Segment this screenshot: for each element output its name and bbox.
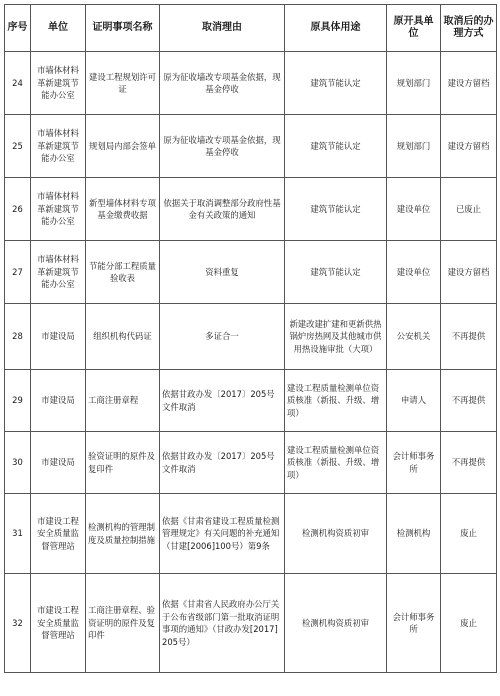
cell-issuer: 建设单位: [387, 178, 441, 241]
cell-use: 检测机构资质初审: [285, 574, 387, 673]
cell-no: 31: [5, 494, 31, 574]
table-row: [5, 178, 497, 241]
cell-use: 建设工程质量检测单位资质核准（新报、升级、增项）: [285, 432, 387, 494]
cell-name: 检测机构的管理制度及质量控制措施: [86, 494, 160, 574]
cell-use: 新建改建扩建和更新供热锅炉房热网及其他城市供用热设施审批（大项）: [285, 304, 387, 370]
cell-no: 26: [5, 178, 31, 241]
cell-after: 建设方留档: [441, 241, 497, 304]
cell-after: 不再提供: [441, 370, 497, 432]
cell-reason: 多证合一: [160, 304, 285, 370]
col-header-issuer: 原开具单位: [387, 5, 441, 52]
col-header-unit: 单位: [31, 5, 86, 52]
cell-issuer: 申请人: [387, 370, 441, 432]
cell-use: 建筑节能认定: [285, 115, 387, 178]
cell-reason: 原为征收墙改专项基金依据，现基金停收: [160, 115, 285, 178]
cell-unit: 市建设局: [31, 432, 86, 494]
cell-no: 25: [5, 115, 31, 178]
cell-no: 29: [5, 370, 31, 432]
cell-unit: 市墙体材料革新建筑节能办公室: [31, 52, 86, 115]
cell-issuer: 规划部门: [387, 52, 441, 115]
header-row: [5, 5, 497, 52]
cell-after: 不再提供: [441, 432, 497, 494]
cell-unit: 市建设工程安全质量监督管理站: [31, 494, 86, 574]
cell-reason: 依据《甘肃省建设工程质量检测管理规定》有关问题的补充通知（甘建[2006]100号）第9条: [160, 494, 285, 574]
cell-name: 规划局内部会签单: [86, 115, 160, 178]
cell-reason: 依据关于取消调整部分政府性基金有关政策的通知: [160, 178, 285, 241]
table-row: [5, 432, 497, 494]
col-header-no: 序号: [5, 5, 31, 52]
col-header-after: 取消后的办理方式: [441, 5, 497, 52]
cell-after: 已废止: [441, 178, 497, 241]
cell-name: 工商注册章程: [86, 370, 160, 432]
cell-no: 32: [5, 574, 31, 673]
table-row: [5, 52, 497, 115]
cell-issuer: 公安机关: [387, 304, 441, 370]
cell-no: 27: [5, 241, 31, 304]
cell-after: 建设方留档: [441, 115, 497, 178]
table-row: [5, 370, 497, 432]
col-header-use: 原具体用途: [285, 5, 387, 52]
table-row: [5, 574, 497, 673]
cell-use: 建筑节能认定: [285, 178, 387, 241]
cell-use: 检测机构资质初审: [285, 494, 387, 574]
cell-reason: 资料重复: [160, 241, 285, 304]
cell-reason: 依据甘政办发〔2017〕205号文件取消: [160, 432, 285, 494]
cell-unit: 市墙体材料革新建筑节能办公室: [31, 115, 86, 178]
cell-unit: 市建设工程安全质量监督管理站: [31, 574, 86, 673]
cell-after: 建设方留档: [441, 52, 497, 115]
cell-after: 废止: [441, 574, 497, 673]
cell-after: 废止: [441, 494, 497, 574]
cell-reason: 原为征收墙改专项基金依据，现基金停收: [160, 52, 285, 115]
cell-name: 建设工程规划许可证: [86, 52, 160, 115]
cell-after: 不再提供: [441, 304, 497, 370]
col-header-name: 证明事项名称: [86, 5, 160, 52]
cell-issuer: 检测机构: [387, 494, 441, 574]
cell-unit: 市建设局: [31, 370, 86, 432]
cell-use: 建设工程质量检测单位资质核准（新报、升级、增项）: [285, 370, 387, 432]
cell-issuer: 会计师事务所: [387, 574, 441, 673]
cell-name: 组织机构代码证: [86, 304, 160, 370]
cell-no: 28: [5, 304, 31, 370]
cell-name: 节能分部工程质量验收表: [86, 241, 160, 304]
cell-issuer: 规划部门: [387, 115, 441, 178]
cell-use: 建筑节能认定: [285, 52, 387, 115]
col-header-reason: 取消理由: [160, 5, 285, 52]
cell-issuer: 建设单位: [387, 241, 441, 304]
table-row: [5, 115, 497, 178]
cell-reason: 依据甘政办发〔2017〕205号文件取消: [160, 370, 285, 432]
cell-name: 新型墙体材料专项基金缴费收据: [86, 178, 160, 241]
cell-use: 建筑节能认定: [285, 241, 387, 304]
certificates-table: [4, 4, 497, 673]
cell-unit: 市墙体材料革新建筑节能办公室: [31, 178, 86, 241]
cell-no: 30: [5, 432, 31, 494]
cell-unit: 市墙体材料革新建筑节能办公室: [31, 241, 86, 304]
cell-name: 工商注册章程、验资证明的原件及复印件: [86, 574, 160, 673]
cell-issuer: 会计师事务所: [387, 432, 441, 494]
cell-unit: 市建设局: [31, 304, 86, 370]
cell-name: 验资证明的原件及复印件: [86, 432, 160, 494]
cell-reason: 依据《甘肃省人民政府办公厅关于公布省级部门第一批取消证明事项的通知》（甘政办发[2017]205号）: [160, 574, 285, 673]
cell-no: 24: [5, 52, 31, 115]
table-row: [5, 241, 497, 304]
table-row: [5, 304, 497, 370]
table-row: [5, 494, 497, 574]
